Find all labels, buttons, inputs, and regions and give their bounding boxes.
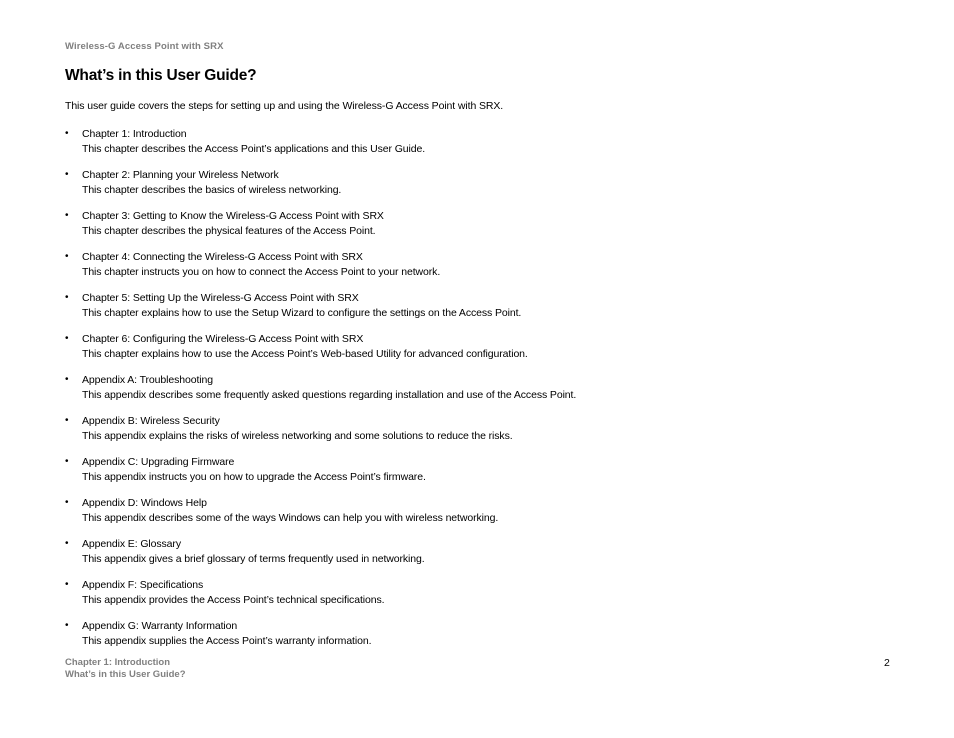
list-item-title: Chapter 5: Setting Up the Wireless-G Access Point with SRX [82,292,359,304]
list-item-title: Chapter 2: Planning your Wireless Network [82,169,279,181]
list-item-chapter-6 [65,332,885,373]
bullet: • [65,169,69,180]
list-item-chapter-3 [65,209,885,250]
page-title: What’s in this User Guide? [65,67,257,84]
list-item-appendix-f [65,578,885,619]
bullet: • [65,620,69,631]
list-item-description: This chapter explains how to use the Access Point’s Web-based Utility for advanced configuration. [82,347,528,360]
list-item-description: This chapter describes the basics of wireless networking. [82,183,342,196]
list-item-title: Appendix A: Troubleshooting [82,374,213,386]
list-item-title: Appendix F: Specifications [82,579,204,591]
list-item-appendix-c [65,455,885,496]
bullet: • [65,251,69,262]
list-item-chapter-1 [65,127,885,168]
bullet: • [65,415,69,426]
list-item-description: This appendix explains the risks of wireless networking and some solutions to reduce the risks. [82,429,513,442]
list-item-title: Chapter 3: Getting to Know the Wireless-G Access Point with SRX [82,210,384,222]
list-item-description: This chapter explains how to use the Setup Wizard to configure the settings on the Access Point. [82,306,522,319]
footer-section: What’s in this User Guide? [65,669,186,680]
list-item-chapter-4 [65,250,885,291]
list-item-description: This appendix instructs you on how to upgrade the Access Point’s firmware. [82,470,426,483]
list-item-title: Chapter 1: Introduction [82,128,187,140]
bullet: • [65,497,69,508]
list-item-title: Appendix G: Warranty Information [82,620,238,632]
list-item-description: This chapter describes the physical features of the Access Point. [82,224,376,237]
list-item-description: This appendix supplies the Access Point’s warranty information. [82,634,372,647]
list-item-description: This chapter instructs you on how to connect the Access Point to your network. [82,265,441,278]
list-item-appendix-a [65,373,885,414]
bullet: • [65,210,69,221]
bullet: • [65,374,69,385]
bullet: • [65,579,69,590]
list-item-appendix-g [65,619,885,660]
list-item-description: This chapter describes the Access Point’s applications and this User Guide. [82,142,426,155]
list-item-chapter-2 [65,168,885,209]
footer-chapter: Chapter 1: Introduction [65,657,171,668]
list-item-description: This appendix describes some frequently asked questions regarding installation and use of the Access Point. [82,388,577,401]
page-footer [65,657,186,681]
list-item-appendix-b [65,414,885,455]
list-item-title: Appendix E: Glossary [82,538,181,550]
bullet: • [65,292,69,303]
intro-paragraph: This user guide covers the steps for setting up and using the Wireless-G Access Point with SRX. [65,100,504,112]
bullet: • [65,456,69,467]
bullet: • [65,333,69,344]
bullet: • [65,538,69,549]
list-item-title: Chapter 6: Configuring the Wireless-G Access Point with SRX [82,333,364,345]
list-item-title: Appendix B: Wireless Security [82,415,220,427]
list-item-appendix-e [65,537,885,578]
document-header: Wireless-G Access Point with SRX [65,41,224,52]
list-item-title: Chapter 4: Connecting the Wireless-G Access Point with SRX [82,251,363,263]
list-item-title: Appendix D: Windows Help [82,497,207,509]
list-item-description: This appendix provides the Access Point’s technical specifications. [82,593,385,606]
list-item-chapter-5 [65,291,885,332]
list-item-title: Appendix C: Upgrading Firmware [82,456,235,468]
page-number: 2 [884,657,890,669]
list-item-description: This appendix describes some of the ways Windows can help you with wireless networking. [82,511,499,524]
bullet: • [65,128,69,139]
chapter-list [65,127,885,660]
list-item-appendix-d [65,496,885,537]
list-item-description: This appendix gives a brief glossary of terms frequently used in networking. [82,552,425,565]
